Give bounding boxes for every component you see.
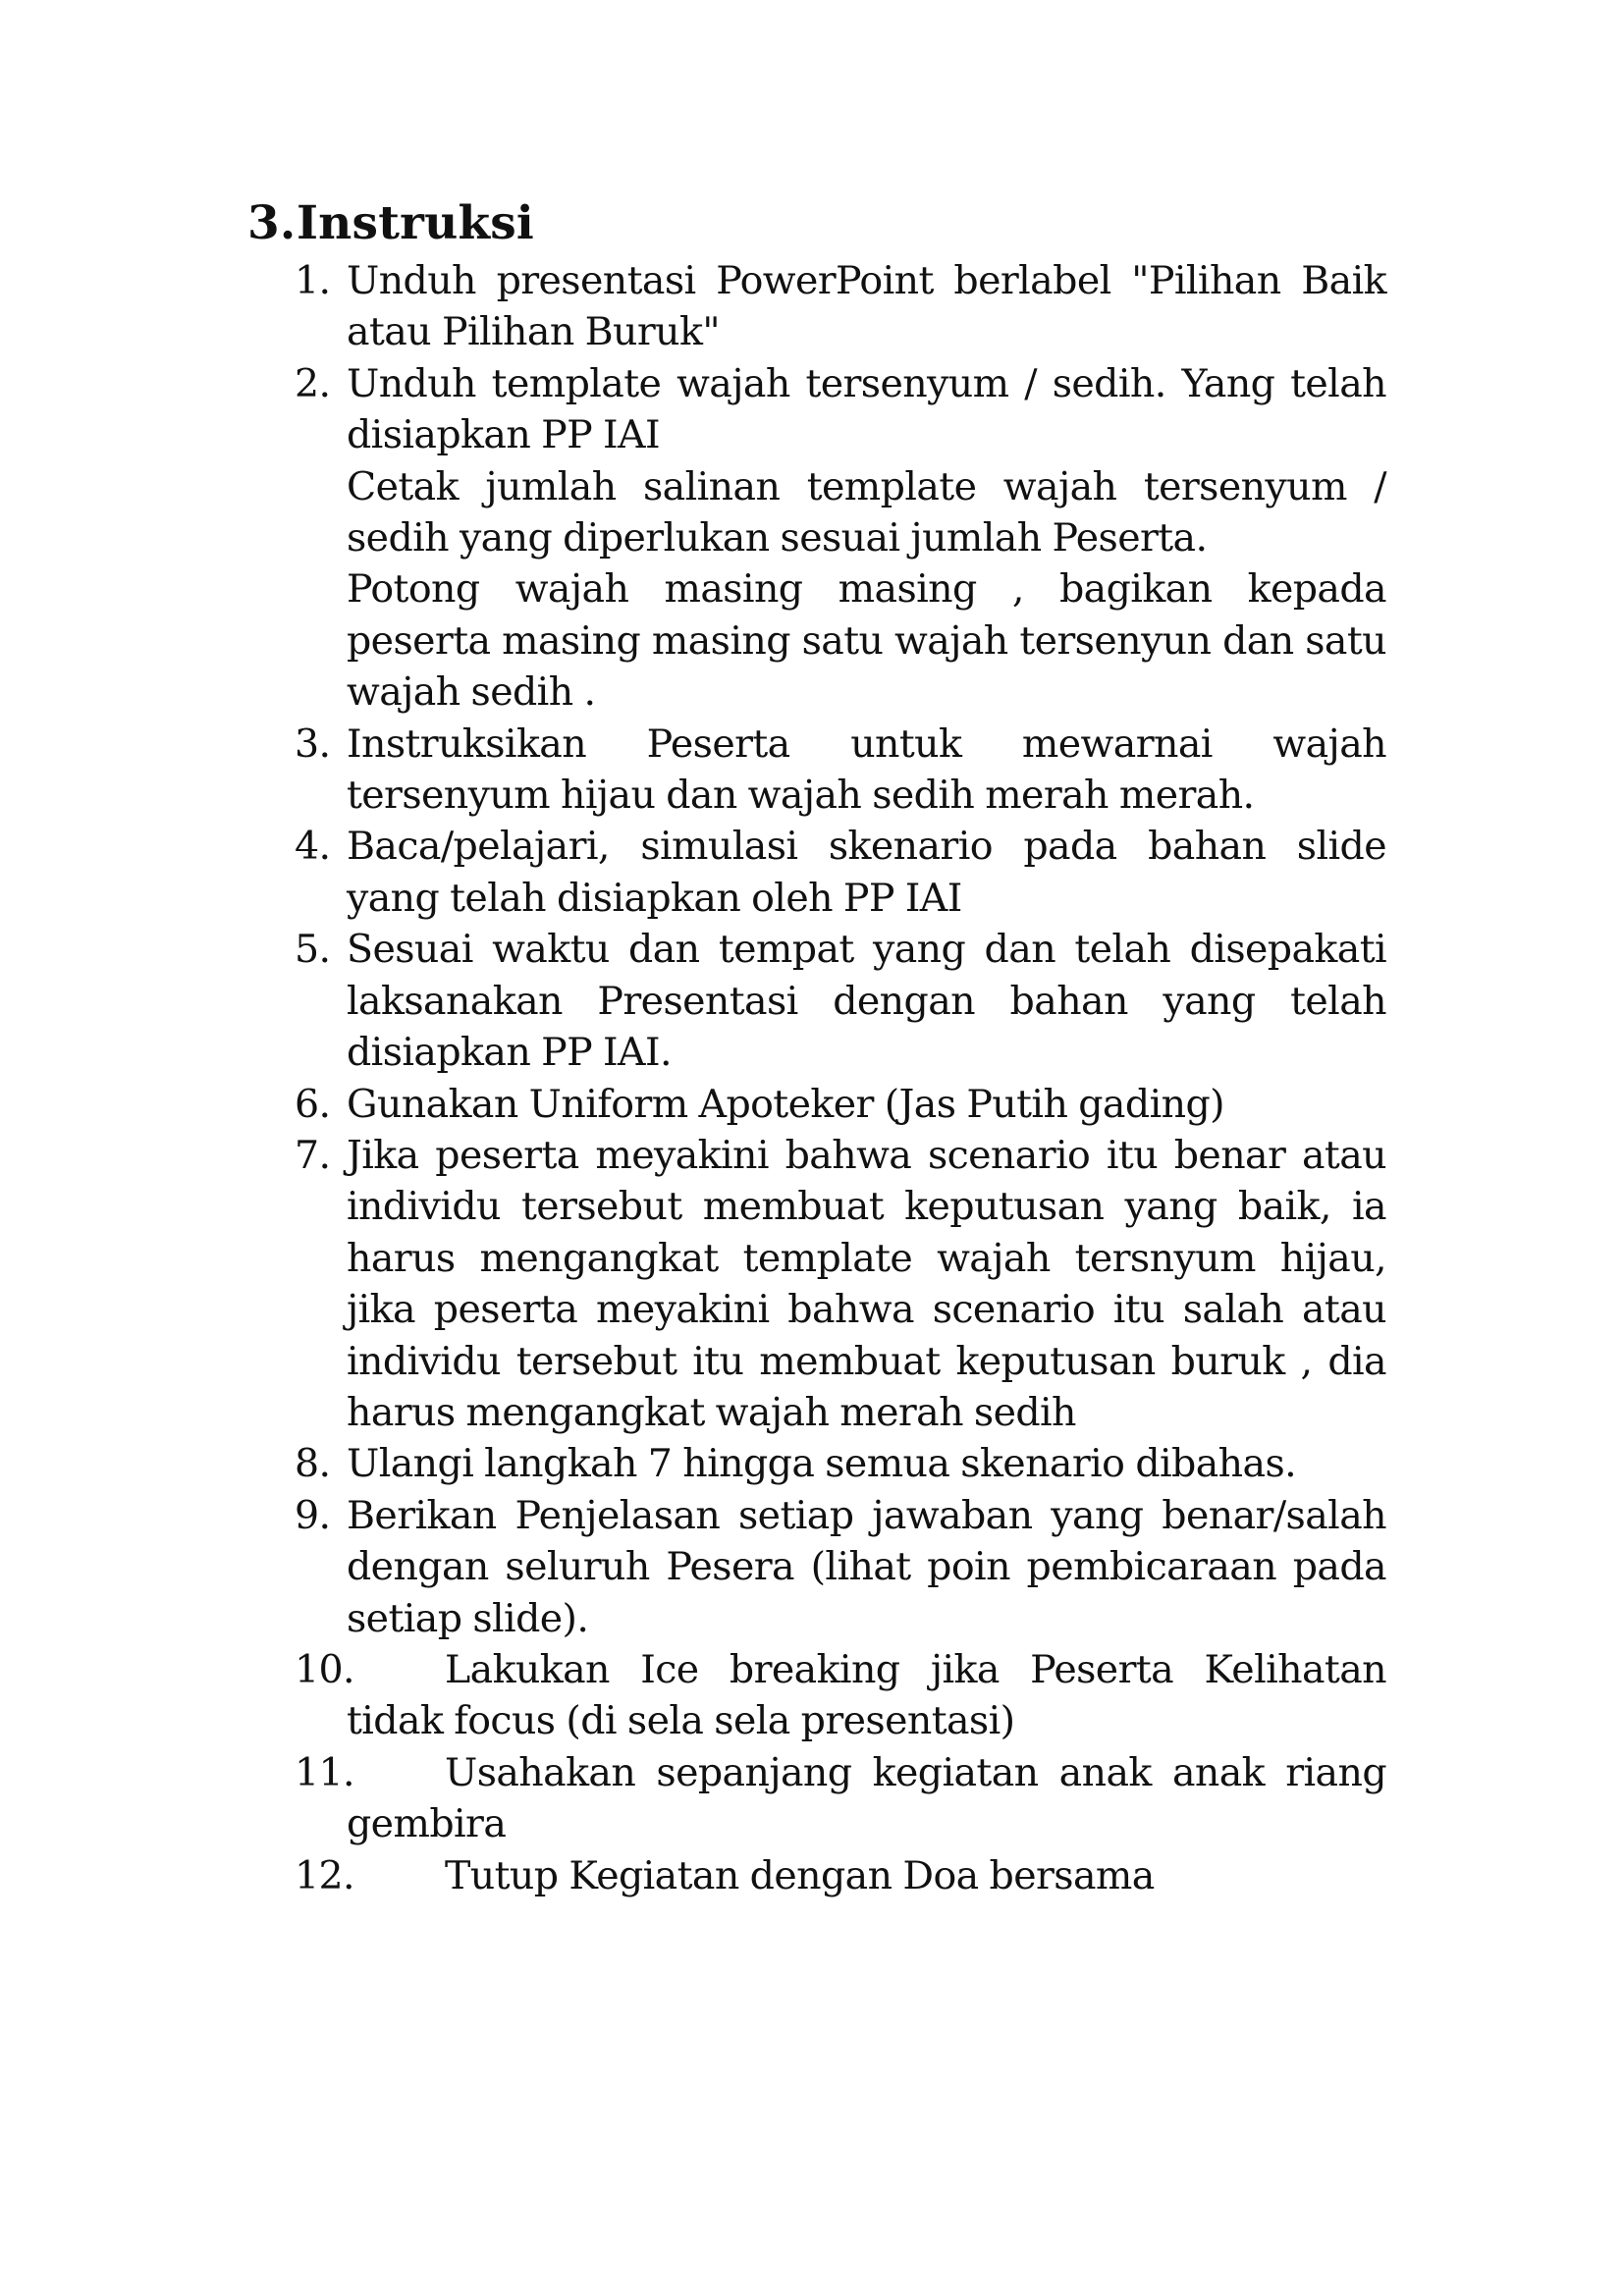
instruction-number: 8.	[295, 1441, 331, 1487]
instruction-number: 4.	[295, 824, 331, 870]
instruction-item	[295, 821, 1386, 924]
instruction-number: 6.	[295, 1081, 331, 1127]
instruction-item	[295, 1850, 1386, 1901]
instruction-paragraph: Potong wajah masing masing , bagikan kepada peserta masing masing satu wajah tersenyun dan satu wajah sedih .	[347, 566, 1386, 716]
instruction-body	[347, 1490, 1386, 1644]
instruction-item	[295, 924, 1386, 1078]
instruction-item	[295, 1130, 1386, 1438]
instruction-item	[295, 1438, 1386, 1489]
instruction-number: 11.	[295, 1749, 355, 1795]
instruction-body	[347, 719, 1386, 822]
instruction-item	[295, 1490, 1386, 1644]
instruction-body	[347, 255, 1386, 358]
instruction-body	[347, 821, 1386, 924]
instruction-item	[295, 1644, 1386, 1747]
instruction-item	[295, 1079, 1386, 1130]
instruction-paragraph: Jika peserta meyakini bahwa scenario itu benar atau individu tersebut membuat keputusan yang baik, ia harus mengangkat template wajah tersnyum hijau, jika peserta meyakini bahwa scenario itu salah atau individu tersebut itu membuat keputusan buruk , dia harus mengangkat wajah merah sedih	[347, 1132, 1386, 1435]
instruction-number: 1.	[295, 258, 331, 303]
instruction-body	[347, 1747, 1386, 1850]
instruction-number: 7.	[295, 1132, 331, 1178]
instruction-paragraph: Tutup Kegiatan dengan Doa bersama	[445, 1852, 1155, 1898]
instruction-item	[295, 1747, 1386, 1850]
instruction-paragraph: Unduh presentasi PowerPoint berlabel "Pilihan Baik atau Pilihan Buruk"	[347, 258, 1386, 355]
instruction-paragraph: Baca/pelajari, simulasi skenario pada bahan slide yang telah disiapkan oleh PP IAI	[347, 824, 1386, 921]
instruction-number: 10.	[295, 1646, 355, 1692]
instruction-item	[295, 719, 1386, 822]
instruction-number: 5.	[295, 927, 331, 973]
section-heading	[247, 194, 534, 253]
instruction-paragraph: Cetak jumlah salinan template wajah tersenyum / sedih yang diperlukan sesuai jumlah Peserta.	[347, 463, 1386, 561]
instruction-paragraph: Unduh template wajah tersenyum / sedih. Yang telah disiapkan PP IAI	[347, 360, 1386, 458]
instruction-body	[347, 1438, 1386, 1489]
instruction-paragraph: Sesuai waktu dan tempat yang dan telah disepakati laksanakan Presentasi dengan bahan yang telah disiapkan PP IAI.	[347, 927, 1386, 1076]
instruction-paragraph: Gunakan Uniform Apoteker (Jas Putih gading)	[347, 1081, 1224, 1127]
instruction-body	[347, 358, 1386, 719]
instruction-list	[295, 255, 1386, 1901]
instruction-item	[295, 358, 1386, 719]
instruction-item	[295, 255, 1386, 358]
instruction-paragraph: Lakukan Ice breaking jika Peserta Kelihatan tidak focus (di sela sela presentasi)	[347, 1646, 1386, 1744]
instruction-body	[347, 1130, 1386, 1438]
instruction-number: 9.	[295, 1492, 331, 1538]
instruction-body	[347, 1079, 1386, 1130]
instruction-body	[347, 1850, 1386, 1901]
instruction-paragraph: Berikan Penjelasan setiap jawaban yang benar/salah dengan seluruh Pesera (lihat poin pembicaraan pada setiap slide).	[347, 1492, 1386, 1641]
section-title: Instruksi	[297, 196, 534, 250]
instruction-body	[347, 1644, 1386, 1747]
instruction-paragraph: Instruksikan Peserta untuk mewarnai wajah tersenyum hijau dan wajah sedih merah merah.	[347, 721, 1386, 819]
instruction-body	[347, 924, 1386, 1078]
instruction-number: 12.	[295, 1852, 355, 1898]
instruction-paragraph: Usahakan sepanjang kegiatan anak anak riang gembira	[347, 1749, 1386, 1847]
instruction-paragraph: Ulangi langkah 7 hingga semua skenario dibahas.	[347, 1441, 1297, 1487]
instruction-number: 2.	[295, 360, 331, 406]
instruction-number: 3.	[295, 721, 331, 767]
section-number: 3.	[247, 196, 297, 250]
